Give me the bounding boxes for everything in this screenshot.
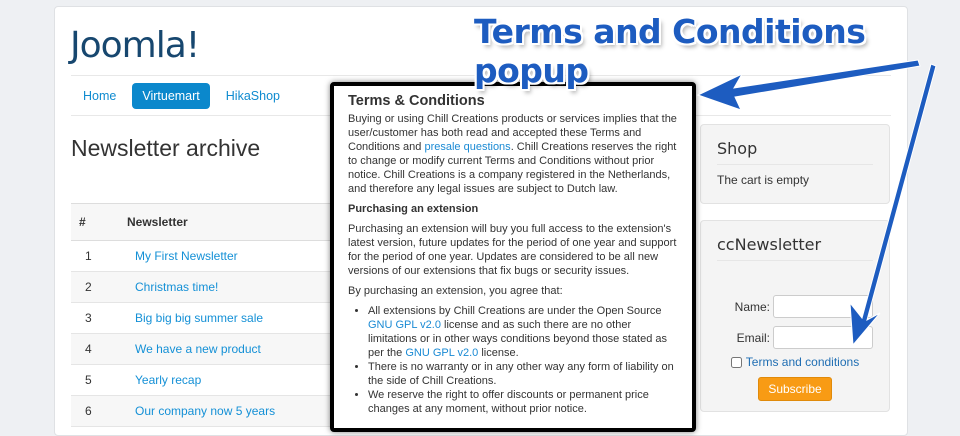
row-number: 6 [71, 396, 127, 427]
name-label: Name: [734, 299, 770, 314]
presale-link[interactable]: presale questions [424, 141, 511, 153]
purchase-heading: Purchasing an extension [348, 203, 479, 215]
text: . Chill Creations reserves the right to change or modify current Terms and Conditions without prior notice. Chill Creations is a company registered in the Netherlands, and therefore any legal issues are subject to Dutch law. [348, 141, 677, 195]
subscribe-button[interactable]: Subscribe [758, 377, 832, 401]
email-input[interactable] [773, 326, 873, 349]
row-number: 2 [71, 272, 127, 303]
shop-module [700, 124, 890, 204]
shop-title: Shop [717, 139, 873, 165]
list-item: • We reserve the right to offer discounts or permanent price changes at any moment, without prior notice. [368, 388, 678, 416]
text: license and as such there are no other limitations or in other ways conditions beyond those stated as per the [368, 319, 667, 359]
nav-virtuemart[interactable]: Virtuemart [132, 83, 209, 109]
text: All extensions by Chill Creations are under the Open Source [368, 305, 662, 317]
list-item [368, 304, 678, 360]
popup-intro [348, 112, 678, 196]
text: license. [478, 347, 519, 359]
newsletter-link[interactable]: Christmas time! [135, 280, 219, 294]
row-number: 5 [71, 365, 127, 396]
newsletter-title: ccNewsletter [717, 235, 873, 261]
email-label: Email: [736, 330, 770, 345]
newsletter-link[interactable]: Our company now 5 years [135, 404, 276, 418]
terms-link[interactable]: Terms and conditions [745, 355, 860, 369]
terms-list [348, 304, 678, 416]
cart-status: The cart is empty [717, 173, 810, 187]
newsletter-module [700, 220, 890, 412]
purchase-text: Purchasing an extension will buy you full access to the extension's latest version, future updates for the period of one year and support for the period of one year. Updates are considered to be all new versions of our extensions that fix bugs or security issues. [348, 223, 677, 277]
terms-popup [330, 82, 696, 432]
gpl-link[interactable]: GNU GPL v2.0 [368, 319, 441, 331]
col-number: # [71, 204, 127, 241]
row-number: 4 [71, 334, 127, 365]
page-title: Newsletter archive [71, 135, 261, 161]
row-number: 1 [71, 241, 127, 272]
annotation-label: Terms and Conditions popup [474, 12, 866, 90]
agree-text: By purchasing an extension, you agree that: [348, 285, 563, 297]
text: Buying or using Chill Creations products or services implies that the user/customer has both read and accepted these Terms and Conditions and [348, 113, 677, 153]
row-number: 3 [71, 303, 127, 334]
newsletter-link[interactable]: Yearly recap [135, 373, 202, 387]
list-item: • There is no warranty or in any other way any form of liability on the side of Chill Creations. [368, 360, 678, 388]
newsletter-link[interactable]: Big big big summer sale [135, 311, 264, 325]
nav-hikashop[interactable]: HikaShop [225, 88, 280, 103]
gpl-link[interactable]: GNU GPL v2.0 [405, 347, 479, 359]
name-input[interactable] [773, 295, 873, 318]
terms-checkbox[interactable] [731, 357, 742, 368]
site-logo[interactable]: Joomla! [70, 25, 200, 66]
newsletter-link[interactable]: We have a new product [135, 342, 261, 356]
newsletter-link[interactable]: My First Newsletter [135, 249, 238, 263]
nav-home[interactable]: Home [83, 88, 117, 103]
popup-title: Terms & Conditions [348, 93, 485, 109]
col-newsletter: Newsletter [127, 204, 471, 241]
